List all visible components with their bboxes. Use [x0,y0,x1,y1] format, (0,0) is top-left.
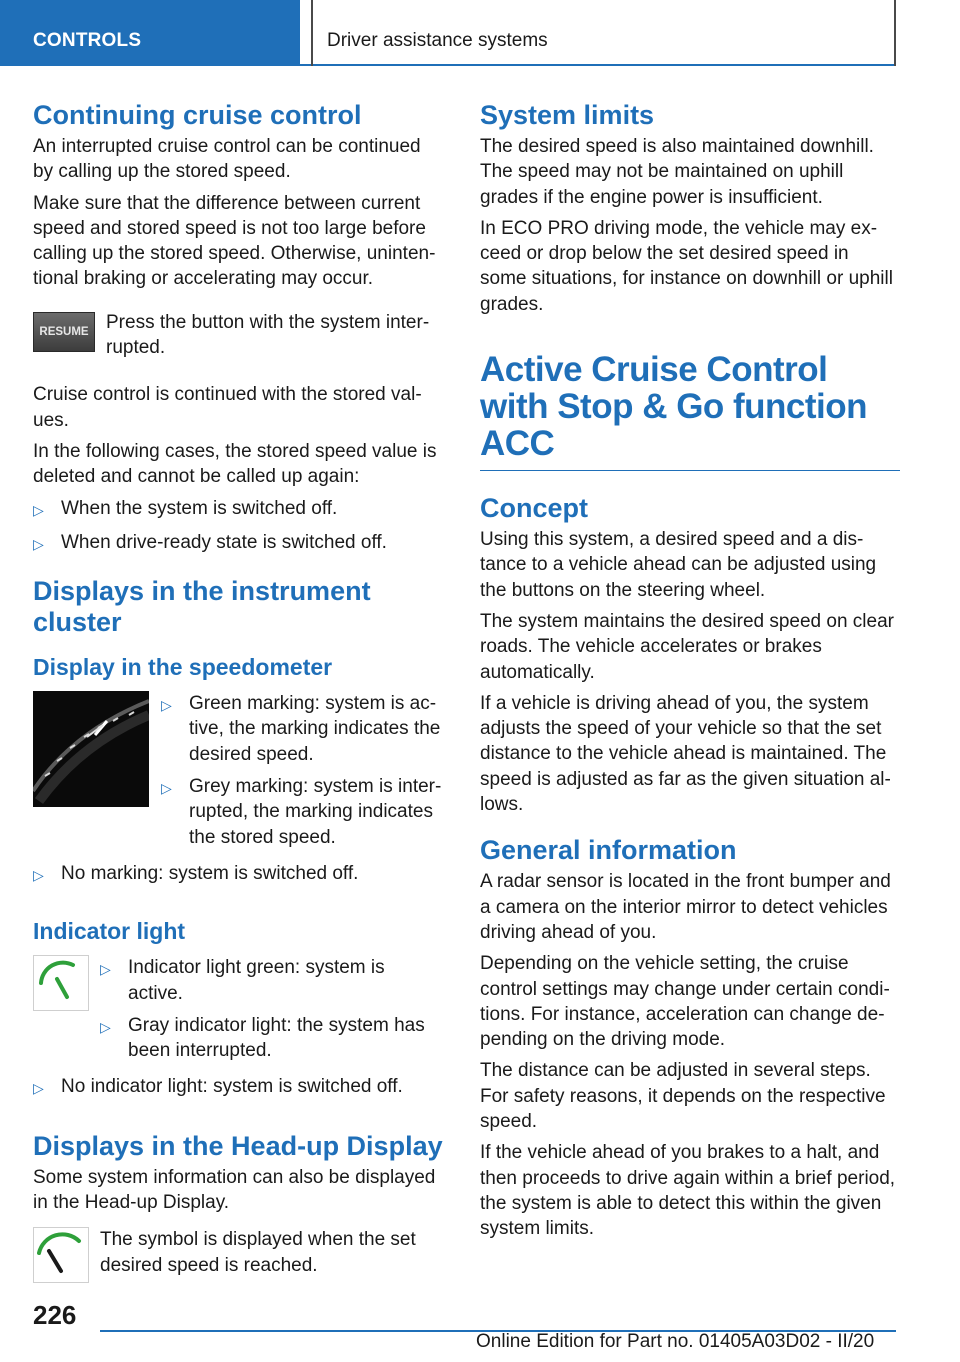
list-item: ▷ When drive-ready state is switched off. [33,530,443,557]
indicator-heading: Indicator light [33,918,186,945]
deleted-list [33,496,443,558]
list-item: ▷ Grey marking: system is interrupted, the marking indicates the stored speed. [161,774,443,850]
list-item: ▷ When the system is switched off. [33,496,443,523]
list-item: ▷ No indicator light: system is switched off. [33,1074,443,1101]
list-item: ▷ Gray indicator light: the system has been interrupted. [100,1013,443,1064]
list-item: ▷ No marking: system is switched off. [33,861,443,888]
triangle-right-icon: ▷ [100,961,111,978]
concept-para-2: The system maintains the desired speed on clear roads. The vehicle accelerates or brakes automatically. [480,610,894,683]
page-number: 226 [33,1300,77,1330]
triangle-right-icon: ▷ [33,1080,44,1097]
general-para-3: The distance can be adjusted in several steps. For safety reasons, it depends on the respective speed. [480,1060,886,1133]
cruise-indicator-icon [33,955,89,1011]
acc-heading: Active Cruise Control with Stop & Go function ACC [480,351,900,471]
list-item: ▷ Green marking: system is active, the marking indicates the desired speed. [161,691,443,767]
indicator-row [33,955,443,1070]
list-item: ▷ Indicator light green: system is active. [100,955,443,1006]
continuing-para-1: An interrupted cruise control can be continued by calling up the stored speed. [33,136,421,183]
general-para-4: If the vehicle ahead of you brakes to a halt, and then proceeds to drive again within a brief period, the system is able to detect this within the given system limits. [480,1142,896,1240]
resume-button-icon: RESUME [33,312,95,352]
speedo-list-2 [33,861,443,888]
continued-para: Cruise control is continued with the stored values. [33,384,422,431]
triangle-right-icon: ▷ [161,697,172,714]
limits-para-2: In ECO PRO driving mode, the vehicle may exceed or drop below the set desired speed in some situations, for instance on downhill or uphill grades. [480,217,893,315]
hud-para: Some system information can also be displayed in the Head-up Display. [33,1166,436,1214]
triangle-right-icon: ▷ [33,866,44,883]
concept-heading: Concept [480,493,588,524]
speedo-row [33,691,443,857]
page-header [0,0,960,66]
limits-heading: System limits [480,100,655,130]
indicator-list [100,955,443,1070]
right-column [480,100,900,1248]
concept-para-3: If a vehicle is driving ahead of you, the system adjusts the speed of your vehicle so that the set distance to the vehicle ahead is maintained. The speed is adjusted as far as the given situation allows. [480,692,891,816]
deleted-para: In the following cases, the stored speed value is deleted and cannot be called up again: [33,440,437,488]
speedo-heading: Display in the speedometer [33,654,333,681]
general-para-2: Depending on the vehicle setting, the cruise control settings may change under certain conditions. For instance, acceleration can change depending on the driving mode. [480,953,890,1051]
continuing-para-2: Make sure that the difference between current speed and stored speed is not too large before calling up the stored speed. Otherwise, unintentional braking or accelerating may occur. [33,192,436,290]
triangle-right-icon: ▷ [100,1018,111,1035]
speedo-list [161,691,443,857]
indicator-list-2 [33,1074,443,1101]
triangle-right-icon: ▷ [33,501,44,518]
triangle-right-icon: ▷ [33,535,44,552]
hud-symbol-icon [33,1227,89,1283]
edition-text: Online Edition for Part no. 01405A03D02 - II/20 [476,1331,875,1352]
chapter-title: Driver assistance systems [311,0,896,66]
hud-heading: Displays in the Head-up Display [33,1130,443,1161]
continuing-heading: Continuing cruise control [33,100,362,130]
section-tab: CONTROLS [0,0,300,66]
hud-text: The symbol is displayed when the set desired speed is reached. [100,1229,416,1276]
general-heading: General information [480,835,737,866]
displays-heading: Displays in the instrument cluster [33,576,371,638]
left-column [33,100,443,1293]
limits-para-1: The desired speed is also maintained downhill. The speed may not be maintained on uphill grades if the engine power is insufficient. [480,136,874,208]
general-para-1: A radar sensor is located in the front bumper and a camera on the interior mirror to detect vehicles driving ahead of you. [480,871,891,943]
triangle-right-icon: ▷ [161,780,172,797]
speedometer-icon [33,691,149,807]
concept-para-1: Using this system, a desired speed and a distance to a vehicle ahead can be adjusted using the buttons on the steering wheel. [480,529,877,601]
resume-row [33,310,443,361]
hud-row [33,1227,443,1283]
resume-text: Press the button with the system interrupted. [106,311,430,359]
